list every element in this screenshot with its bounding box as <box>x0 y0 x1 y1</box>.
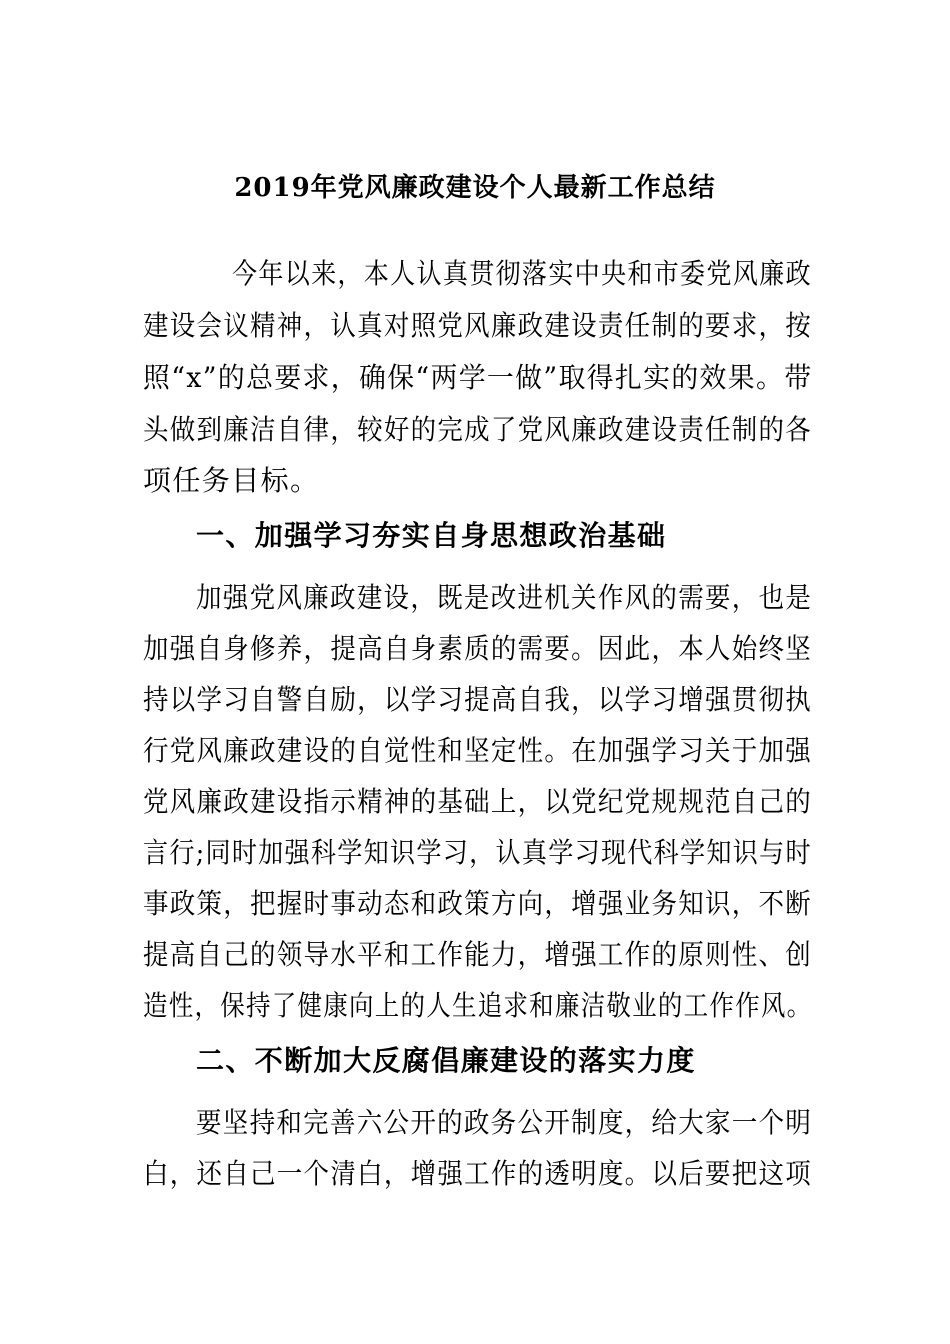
intro-line: 建设会议精神，认真对照党风廉政建设责任制的要求，按 <box>143 309 813 342</box>
paragraph-line: 加强自身修养，提高自身素质的需要。因此，本人始终坚 <box>143 632 813 665</box>
intro-line: 项任务目标。 <box>143 464 320 497</box>
paragraph-line: 持以学习自警自励，以学习提高自我，以学习增强贯彻执 <box>143 683 813 716</box>
section-heading: 一、加强学习夯实自身思想政治基础 <box>196 519 667 552</box>
intro-line: 今年以来，本人认真贯彻落实中央和市委党风廉政 <box>232 257 812 290</box>
document-title: 2019年党风廉政建设个人最新工作总结 <box>234 173 716 203</box>
paragraph-line: 行党风廉政建设的自觉性和坚定性。在加强学习关于加强 <box>143 734 813 767</box>
paragraph-line: 造性，保持了健康向上的人生追求和廉洁敬业的工作作风。 <box>143 989 813 1022</box>
intro-line: 照“x”的总要求，确保“两学一做”取得扎实的效果。带 <box>143 361 813 394</box>
paragraph-line: 要坚持和完善六公开的政务公开制度，给大家一个明 <box>196 1106 813 1139</box>
paragraph-line: 白，还自己一个清白，增强工作的透明度。以后要把这项 <box>143 1157 813 1190</box>
paragraph-line: 事政策，把握时事动态和政策方向，增强业务知识，不断 <box>143 887 813 920</box>
paragraph-line: 加强党风廉政建设，既是改进机关作风的需要，也是 <box>196 581 813 614</box>
paragraph-line: 提高自己的领导水平和工作能力，增强工作的原则性、创 <box>143 938 813 971</box>
paragraph-line: 言行;同时加强科学知识学习，认真学习现代科学知识与时 <box>143 836 812 869</box>
intro-line: 头做到廉洁自律，较好的完成了党风廉政建设责任制的各 <box>143 413 813 446</box>
section-heading: 二、不断加大反腐倡廉建设的落实力度 <box>196 1044 696 1077</box>
paragraph-line: 党风廉政建设指示精神的基础上，以党纪党规规范自己的 <box>143 785 813 818</box>
